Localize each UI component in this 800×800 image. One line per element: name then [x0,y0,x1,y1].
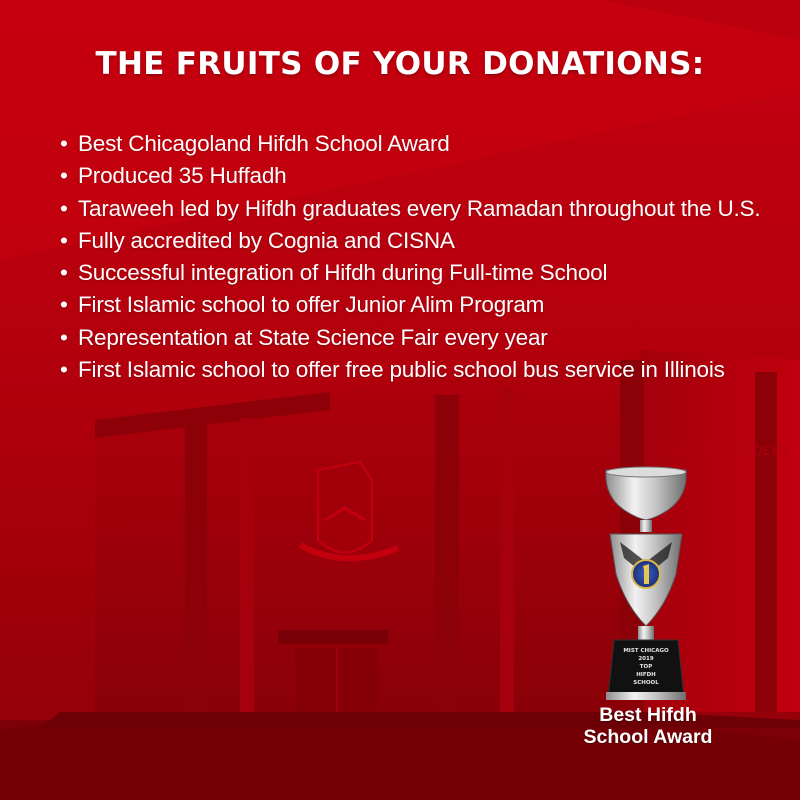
plaque-line-5: SCHOOL [633,680,659,686]
award-caption-line-2: School Award [583,726,713,748]
achievement-text: Fully accredited by Cognia and CISNA [78,227,455,253]
list-item [60,128,760,160]
list-item [60,160,760,192]
building-sign: FURQAAN ACADEMY [660,443,791,458]
achievement-text: Representation at State Science Fair every year [78,324,548,350]
award-caption [560,704,736,748]
bullet-icon: • [60,260,68,286]
list-item [60,193,760,225]
trophy-icon [596,466,696,706]
achievement-text: First Islamic school to offer Junior Alim Program [78,292,545,318]
bullet-icon: • [60,357,68,383]
plaque-line-3: TOP [639,664,653,670]
bullet-icon: • [60,195,68,221]
plaque-line-4: HIFDH [636,672,656,678]
bullet-icon: • [60,163,68,189]
headline: THE FRUITS OF YOUR DONATIONS: [95,46,705,82]
award-caption-line-1: Best Hifdh [599,704,697,726]
plaque-line-1: MIST CHICAGO [623,648,669,654]
list-item [60,354,760,386]
achievement-text: Produced 35 Huffadh [78,163,287,189]
bullet-icon: • [60,227,68,253]
achievement-text: First Islamic school to offer free public school bus service in Illinois [78,357,725,383]
plaque-line-2: 2019 [638,656,654,662]
bullet-icon: • [60,131,68,156]
list-item [60,322,760,354]
list-item [60,257,760,289]
achievement-text: Taraweeh led by Hifdh graduates every Ramadan throughout the U.S. [78,195,761,221]
bullet-icon: • [60,324,68,350]
achievement-text: Successful integration of Hifdh during Full-time School [78,260,608,286]
bullet-icon: • [60,292,68,318]
achievements-list [60,128,760,386]
entrance-canopy [278,630,388,644]
achievement-text: Best Chicagoland Hifdh School Award [78,131,450,156]
list-item [60,289,760,321]
list-item [60,225,760,257]
